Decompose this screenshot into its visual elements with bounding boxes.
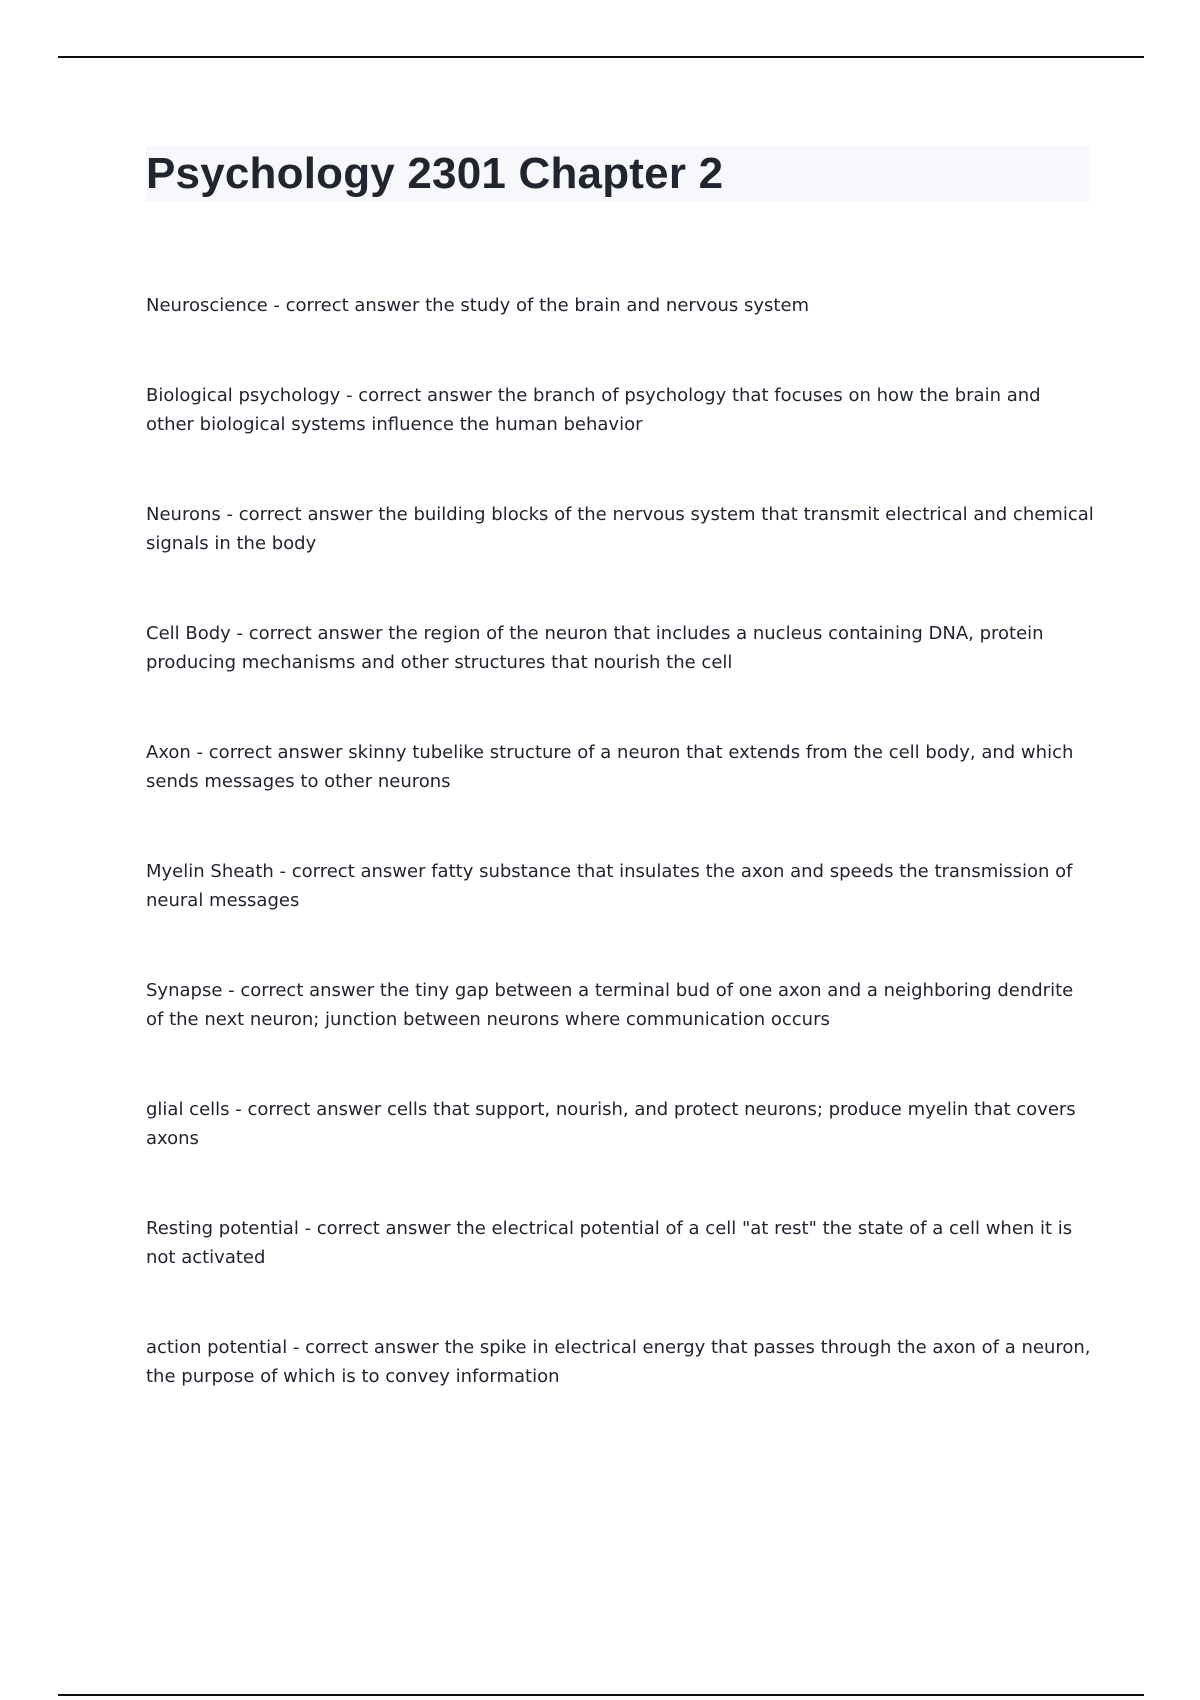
entry-term: Myelin Sheath [146, 861, 274, 882]
entry-separator: - correct answer [340, 385, 498, 406]
entry-answer: the study of the brain and nervous system [425, 295, 810, 316]
document-title: Psychology 2301 Chapter 2 [146, 149, 724, 198]
entry-answer: the electrical potential of a cell "at rest" the state of a cell when it is not activated [146, 1218, 1073, 1268]
entry-term: action potential [146, 1337, 288, 1358]
flashcard-entry-synapse [146, 976, 1094, 1034]
flashcard-entry-neurons [146, 500, 1094, 558]
entry-term: Resting potential [146, 1218, 299, 1239]
entry-term: Cell Body [146, 623, 231, 644]
entry-answer: cells that support, nourish, and protect neurons; produce myelin that covers axons [146, 1099, 1076, 1149]
header-rule [58, 56, 1144, 58]
entry-term: Synapse [146, 980, 223, 1001]
entry-separator: - correct answer [222, 980, 380, 1001]
entry-separator: - correct answer [273, 861, 432, 882]
flashcard-entry-cell-body [146, 619, 1094, 677]
flashcard-entry-glial-cells [146, 1095, 1094, 1153]
entry-answer: the region of the neuron that includes a nucleus containing DNA, protein producing mechanisms and other structures that nourish the cell [146, 623, 1044, 673]
entry-separator: - correct answer [220, 504, 379, 525]
entry-answer: the branch of psychology that focuses on how the brain and other biological systems influence the human behavior [146, 385, 1041, 435]
entry-answer: fatty substance that insulates the axon and speeds the transmission of neural messages [146, 861, 1073, 911]
entry-answer: skinny tubelike structure of a neuron that extends from the cell body, and which sends messages to other neurons [146, 742, 1074, 792]
flashcard-entry-biological-psychology [146, 381, 1094, 439]
flashcard-entry-myelin-sheath [146, 857, 1094, 915]
entry-separator: - correct answer [267, 295, 426, 316]
entry-answer: the building blocks of the nervous system that transmit electrical and chemical signals in the body [146, 504, 1094, 554]
entry-term: Neuroscience [146, 295, 268, 316]
entry-term: glial cells [146, 1099, 230, 1120]
entry-separator: - correct answer [190, 742, 349, 763]
footer-rule [58, 1694, 1144, 1696]
flashcard-list [146, 291, 1094, 1452]
entry-term: Neurons [146, 504, 221, 525]
flashcard-entry-neuroscience [146, 291, 1094, 320]
entry-answer: the spike in electrical energy that passes through the axon of a neuron, the purpose of which is to convey information [146, 1337, 1091, 1387]
flashcard-entry-action-potential [146, 1333, 1094, 1391]
entry-term: Axon [146, 742, 191, 763]
entry-answer: the tiny gap between a terminal bud of one axon and a neighboring dendrite of the next neuron; junction between neurons where communication occurs [146, 980, 1074, 1030]
entry-term: Biological psychology [146, 385, 341, 406]
entry-separator: - correct answer [287, 1337, 445, 1358]
flashcard-entry-axon [146, 738, 1094, 796]
entry-separator: - correct answer [230, 623, 389, 644]
entry-separator: - correct answer [298, 1218, 457, 1239]
flashcard-entry-resting-potential [146, 1214, 1094, 1272]
entry-separator: - correct answer [229, 1099, 387, 1120]
